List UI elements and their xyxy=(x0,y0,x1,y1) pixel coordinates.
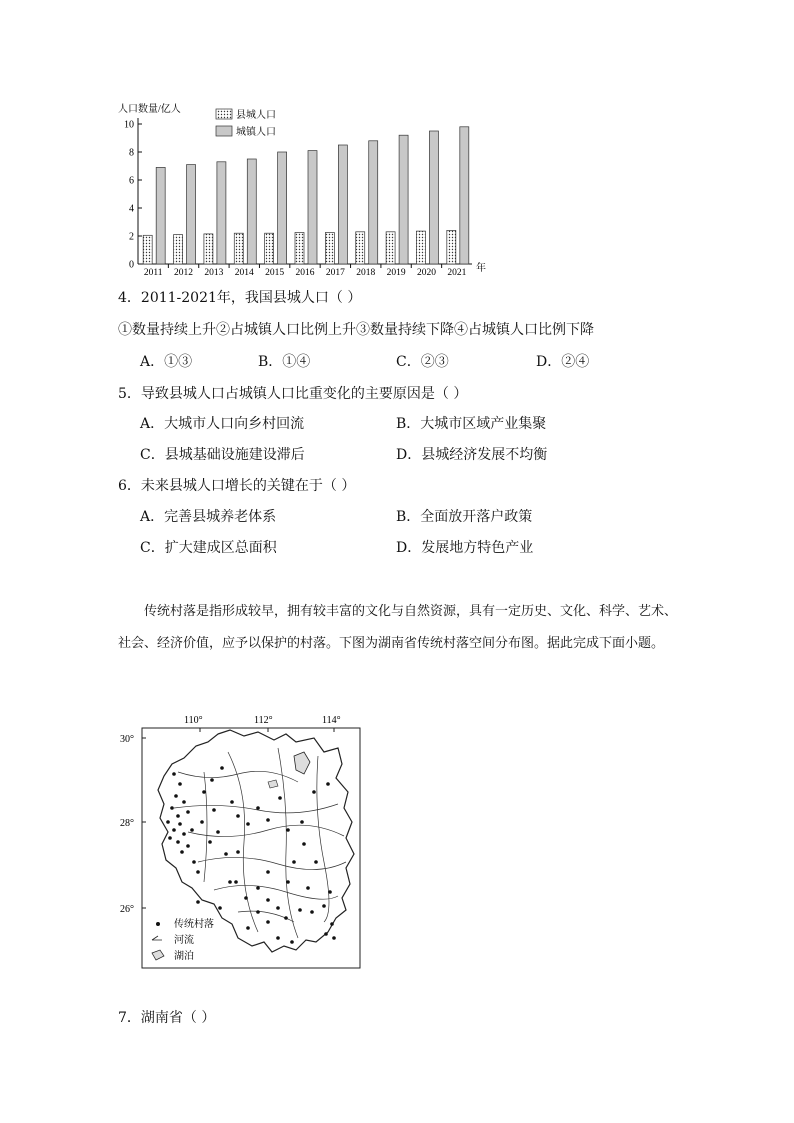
village-dot xyxy=(182,832,186,836)
bar-county-2017 xyxy=(325,233,334,265)
village-dot xyxy=(286,828,290,832)
bar-county-2018 xyxy=(356,232,365,264)
village-dot xyxy=(266,920,270,924)
bar-county-2015 xyxy=(265,233,274,264)
bar-urban-2021 xyxy=(460,127,469,264)
village-dot xyxy=(332,936,336,940)
lat-label-26: 26° xyxy=(120,904,134,915)
village-dot xyxy=(328,890,332,894)
village-dot xyxy=(256,886,260,890)
bar-county-2012 xyxy=(174,235,183,264)
village-dot xyxy=(218,906,222,910)
village-dot xyxy=(172,772,176,776)
q6-option-c[interactable]: C．扩大建成区总面积 xyxy=(140,540,277,556)
passage xyxy=(118,596,678,660)
village-dot xyxy=(330,922,334,926)
village-dot xyxy=(276,906,280,910)
lon-label-112: 112° xyxy=(254,715,273,726)
village-dot xyxy=(256,806,260,810)
village-dot xyxy=(178,782,182,786)
village-dot xyxy=(180,850,184,854)
q4-option-a[interactable]: A．①③ xyxy=(140,354,193,370)
village-dot xyxy=(312,790,316,794)
x-tick-label: 2015 xyxy=(265,268,285,278)
village-dot xyxy=(306,886,310,890)
village-dot xyxy=(286,880,290,884)
village-dot xyxy=(266,898,270,902)
village-dot xyxy=(326,782,330,786)
village-dot xyxy=(172,828,176,832)
y-tick-label: 0 xyxy=(129,259,134,271)
legend-village: 传统村落 xyxy=(174,919,214,930)
legend-label-0: 县城人口 xyxy=(236,110,276,121)
x-axis-label: 年 xyxy=(476,263,486,274)
q4-option-c[interactable]: C．②③ xyxy=(396,354,449,370)
village-dot xyxy=(166,820,170,824)
bar-county-2013 xyxy=(204,234,213,264)
x-tick-label: 2018 xyxy=(356,268,376,278)
bar-urban-2020 xyxy=(429,131,438,264)
q6-option-b[interactable]: B．全面放开落户政策 xyxy=(396,509,533,525)
legend-river: 河流 xyxy=(174,935,194,946)
village-dot xyxy=(224,852,228,856)
q6-option-d[interactable]: D．发展地方特色产业 xyxy=(396,540,534,556)
village-dot xyxy=(266,818,270,822)
village-dot xyxy=(298,908,302,912)
village-dot xyxy=(314,860,318,864)
y-axis-label: 人口数量/亿人 xyxy=(118,104,181,115)
village-dot xyxy=(186,844,190,848)
population-chart xyxy=(112,98,502,278)
bar-urban-2015 xyxy=(278,152,287,264)
bar-county-2014 xyxy=(234,233,243,264)
x-tick-label: 2014 xyxy=(234,268,254,278)
q4-option-d[interactable]: D．②④ xyxy=(536,354,590,370)
lon-label-114: 114° xyxy=(322,715,341,726)
village-dot xyxy=(302,842,306,846)
village-dot xyxy=(182,800,186,804)
passage-text: 传统村落是指形成较早，拥有较丰富的文化与自然资源，具有一定历史、文化、科学、艺术、社会、经济价值，应予以保护的村落。下图为湖南省传统村落空间分布图。据此完成下面小题。 xyxy=(118,604,678,651)
village-dot xyxy=(170,806,174,810)
y-tick-label: 10 xyxy=(124,119,134,131)
village-dot xyxy=(228,880,232,884)
village-dot xyxy=(246,822,250,826)
village-dot xyxy=(200,820,204,824)
q5-option-c[interactable]: C．县城基础设施建设滞后 xyxy=(140,447,305,463)
y-tick-label: 2 xyxy=(129,231,134,243)
x-tick-label: 2011 xyxy=(143,268,163,278)
village-dot xyxy=(276,936,280,940)
hunan-village-map xyxy=(118,712,368,974)
village-dot xyxy=(310,910,314,914)
village-dot xyxy=(256,910,260,914)
village-dot xyxy=(278,796,282,800)
q6-option-a[interactable]: A．完善县城养老体系 xyxy=(140,509,277,525)
q4-option-b[interactable]: B．①④ xyxy=(258,354,311,370)
y-tick-label: 4 xyxy=(129,203,134,215)
village-dot xyxy=(290,940,294,944)
legend-swatch-0 xyxy=(216,109,232,119)
legend-lake: 湖泊 xyxy=(174,951,194,962)
village-dot xyxy=(244,896,248,900)
village-dot xyxy=(210,778,214,782)
x-tick-label: 2013 xyxy=(204,268,224,278)
village-dot xyxy=(324,932,328,936)
village-dot xyxy=(322,904,326,908)
bar-county-2016 xyxy=(295,233,304,265)
village-dot xyxy=(176,814,180,818)
q5-option-b[interactable]: B．大城市区域产业集聚 xyxy=(396,416,547,432)
lon-label-110: 110° xyxy=(184,715,203,726)
bar-county-2011 xyxy=(143,235,152,264)
q4-stem: 4．2011-2021年，我国县城人口（ ） xyxy=(118,290,362,306)
x-tick-label: 2017 xyxy=(325,268,345,278)
q4-statements: ①数量持续上升②占城镇人口比例上升③数量持续下降④占城镇人口比例下降 xyxy=(118,322,594,338)
village-dot xyxy=(230,800,234,804)
village-dot xyxy=(220,766,224,770)
village-dot xyxy=(236,814,240,818)
village-dot xyxy=(212,808,216,812)
x-tick-label: 2021 xyxy=(447,268,467,278)
bar-urban-2018 xyxy=(369,141,378,264)
village-dot xyxy=(208,840,212,844)
bar-urban-2011 xyxy=(156,167,165,264)
village-dot xyxy=(196,900,200,904)
bar-county-2020 xyxy=(416,231,425,264)
bar-urban-2014 xyxy=(247,159,256,264)
lat-label-28: 28° xyxy=(120,818,134,829)
village-dot xyxy=(234,880,238,884)
x-tick-label: 2012 xyxy=(174,268,194,278)
village-dot xyxy=(176,840,180,844)
x-tick-label: 2020 xyxy=(416,268,436,278)
bar-county-2021 xyxy=(447,230,456,264)
x-tick-label: 2019 xyxy=(386,268,406,278)
village-dot xyxy=(178,822,182,826)
population-bar-chart xyxy=(112,98,502,278)
village-dot xyxy=(246,926,250,930)
village-dot xyxy=(266,870,270,874)
village-dot xyxy=(300,820,304,824)
bar-urban-2019 xyxy=(399,135,408,264)
village-dot xyxy=(190,828,194,832)
y-tick-label: 8 xyxy=(129,147,134,159)
village-dot xyxy=(196,870,200,874)
q5-option-a[interactable]: A．大城市人口向乡村回流 xyxy=(140,416,305,432)
legend-label-1: 城镇人口 xyxy=(236,127,276,138)
q6-stem: 6．未来县城人口增长的关键在于（ ） xyxy=(118,478,356,494)
village-dot xyxy=(186,810,190,814)
bar-urban-2016 xyxy=(308,151,317,264)
village-dot xyxy=(174,794,178,798)
village-dot xyxy=(202,790,206,794)
lat-label-30: 30° xyxy=(120,734,134,745)
village-dot xyxy=(292,860,296,864)
bar-urban-2013 xyxy=(217,162,226,264)
q7-stem: 7．湖南省（ ） xyxy=(118,1010,216,1026)
q5-stem: 5．导致县城人口占城镇人口比重变化的主要原因是（ ） xyxy=(118,386,468,402)
bar-urban-2012 xyxy=(187,165,196,264)
village-dot xyxy=(284,916,288,920)
bar-county-2019 xyxy=(386,232,395,264)
y-tick-label: 6 xyxy=(129,175,134,187)
q5-option-d[interactable]: D．县城经济发展不均衡 xyxy=(396,447,548,463)
village-dot xyxy=(192,860,196,864)
village-dot xyxy=(168,836,172,840)
x-tick-label: 2016 xyxy=(295,268,315,278)
bar-urban-2017 xyxy=(338,145,347,264)
village-dot xyxy=(216,830,220,834)
village-dot xyxy=(236,850,240,854)
legend-swatch-1 xyxy=(216,126,232,136)
